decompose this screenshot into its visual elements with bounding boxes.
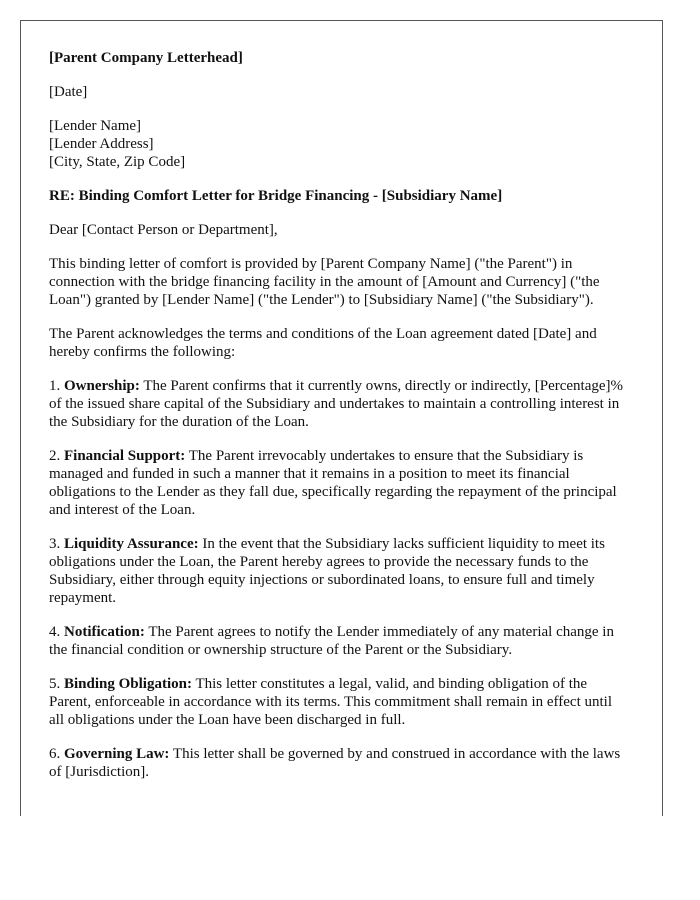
intro-paragraph: This binding letter of comfort is provided by [Parent Company Name] ("the Parent") in connection with the bridge financing facility in the amount of [Amount and Currency] ("the Loan") granted by [Lender Name] ("the Lender") to [Subsidiary Name] ("the Subsidiary"). [49,256,600,308]
acknowledgement-paragraph: The Parent acknowledges the terms and conditions of the Loan agreement dated [Date] and hereby confirms the following: [49,326,597,360]
clause-3 [49,535,629,607]
letterhead [49,49,629,67]
clause-title: Binding Obligation: [64,676,192,692]
clause-text: The Parent agrees to notify the Lender immediately of any material change in the financial condition or ownership structure of the Parent or the Subsidiary. [49,624,614,658]
clause-list [49,377,662,781]
clause-text: The Parent confirms that it currently owns, directly or indirectly, [Percentage]% of the issued share capital of the Subsidiary and undertakes to maintain a controlling interest in the Subsidiary for the duration of the Loan. [49,378,624,430]
clause-title: Liquidity Assurance: [64,536,199,552]
clause-text: This letter constitutes a legal, valid, and binding obligation of the Parent, enforceable in accordance with its terms. This commitment shall remain in effect until all obligations under the Loan have been discharged in full. [49,676,613,728]
clause-number: 3. [49,536,61,552]
letter-page [20,20,663,816]
clause-text: The Parent irrevocably undertakes to ensure that the Subsidiary is managed and funded in such a manner that it remains in a position to meet its financial obligations to the Lender as they fall due, specifically regarding the repayment of the principal and interest of the Loan. [49,448,617,518]
clause-1 [49,377,629,431]
lender-address: [Lender Address] [49,136,154,152]
subject-text: RE: Binding Comfort Letter for Bridge Financing - [Subsidiary Name] [49,188,503,204]
clause-number: 5. [49,676,61,692]
clause-title: Notification: [64,624,145,640]
clause-number: 4. [49,624,61,640]
clause-6 [49,745,629,781]
recipient-address [49,117,629,171]
clause-2 [49,447,629,519]
clause-title: Governing Law: [64,746,170,762]
clause-text: This letter shall be governed by and construed in accordance with the laws of [Jurisdiction]. [49,746,621,780]
clause-number: 6. [49,746,61,762]
clause-title: Ownership: [64,378,140,394]
clause-title: Financial Support: [64,448,186,464]
clause-4 [49,623,629,659]
date: [Date] [49,84,88,100]
salutation: Dear [Contact Person or Department], [49,222,278,238]
lender-city: [City, State, Zip Code] [49,154,186,170]
subject-line [49,187,629,205]
clause-text: In the event that the Subsidiary lacks sufficient liquidity to meet its obligations under the Loan, the Parent hereby agrees to provide the necessary funds to the Subsidiary, either through equity injections or subordinated loans, to ensure full and timely repayment. [49,536,605,606]
clause-number: 1. [49,378,61,394]
clause-5 [49,675,629,729]
clause-number: 2. [49,448,61,464]
lender-name: [Lender Name] [49,118,142,134]
letterhead-text: [Parent Company Letterhead] [49,50,243,66]
